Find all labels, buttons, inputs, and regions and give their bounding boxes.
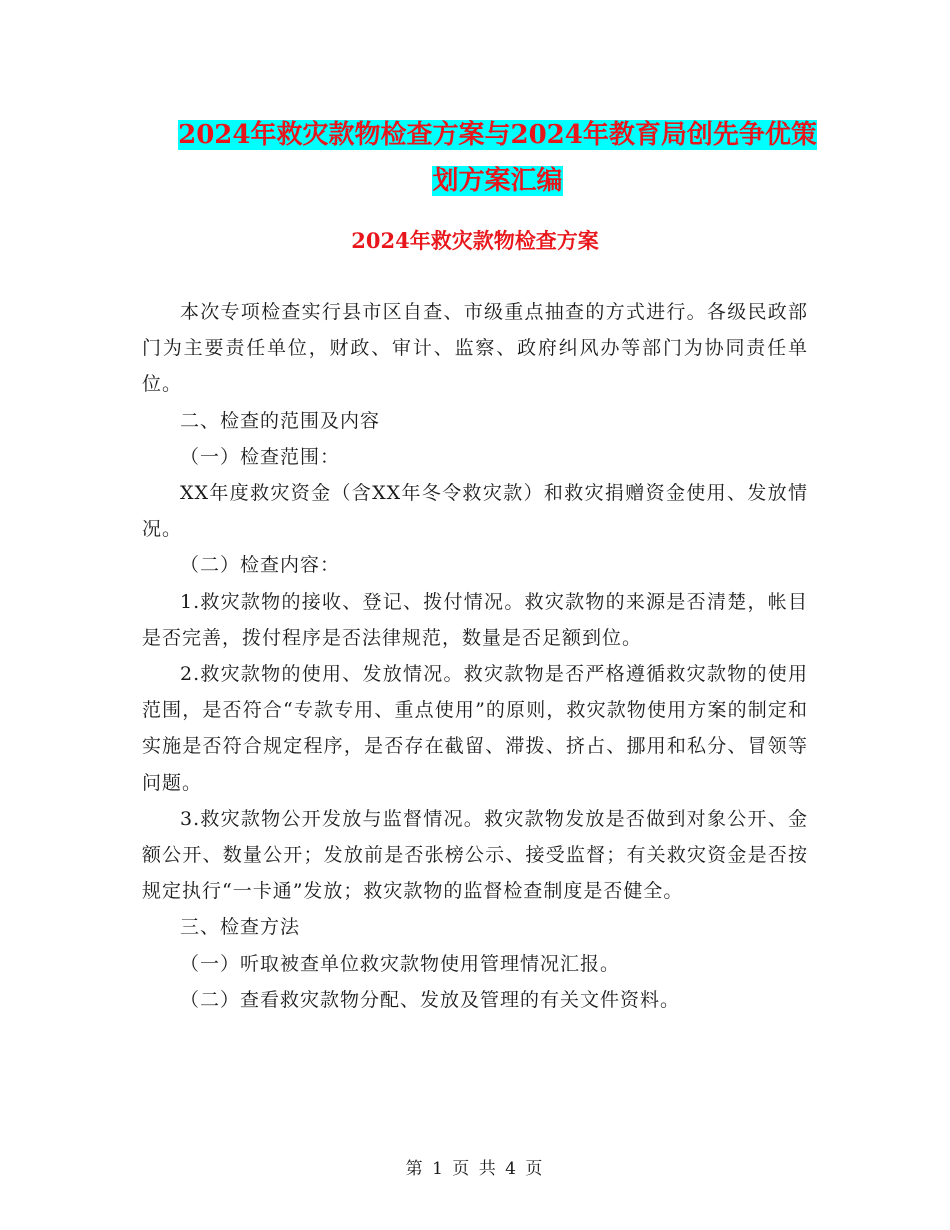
paragraph: 2.救灾款物的使用、发放情况。救灾款物是否严格遵循救灾款物的使用范围，是否符合“专款专用、重点使用”的原则，救灾款物使用方案的制定和实施是否符合规定程序，是否存在截留、滞拨、挤占、挪用和私分、冒领等问题。 xyxy=(142,663,808,794)
paragraph: 本次专项检查实行县市区自查、市级重点抽查的方式进行。各级民政部门为主要责任单位，财政、审计、监察、政府纠风办等部门为协同责任单位。 xyxy=(142,301,808,396)
paragraph: （一）听取被查单位救灾款物使用管理情况汇报。 xyxy=(180,952,621,975)
section-title: 2024年救灾款物检查方案 xyxy=(351,228,599,253)
paragraph: 3.救灾款物公开发放与监督情况。救灾款物发放是否做到对象公开、金额公开、数量公开；发放前是否张榜公示、接受监督；有关救灾资金是否按规定执行“一卡通”发放；救灾款物的监督检查制度是否健全。 xyxy=(142,807,808,903)
page-footer: 第 1 页 共 4 页 xyxy=(405,1159,545,1179)
paragraph: （二）查看救灾款物分配、发放及管理的有关文件资料。 xyxy=(180,988,681,1011)
document-body xyxy=(142,294,808,1018)
paragraph: （二）检查内容： xyxy=(180,554,341,577)
paragraph: XX年度救灾资金（含XX年冬令救灾款）和救灾捐赠资金使用、发放情况。 xyxy=(142,482,808,541)
paragraph: 1.救灾款物的接收、登记、拨付情况。救灾款物的来源是否清楚，帐目是否完善，拨付程序是否法律规范，数量是否足额到位。 xyxy=(142,590,808,649)
paragraph: 三、检查方法 xyxy=(180,916,301,939)
document-title-line-1: 2024年救灾款物检查方案与2024年教育局创先争优策 xyxy=(178,120,817,150)
paragraph: （一）检查范围： xyxy=(180,445,341,468)
document-title xyxy=(140,112,855,204)
document-title-line-2: 划方案汇编 xyxy=(432,166,563,196)
paragraph: 二、检查的范围及内容 xyxy=(180,409,381,432)
